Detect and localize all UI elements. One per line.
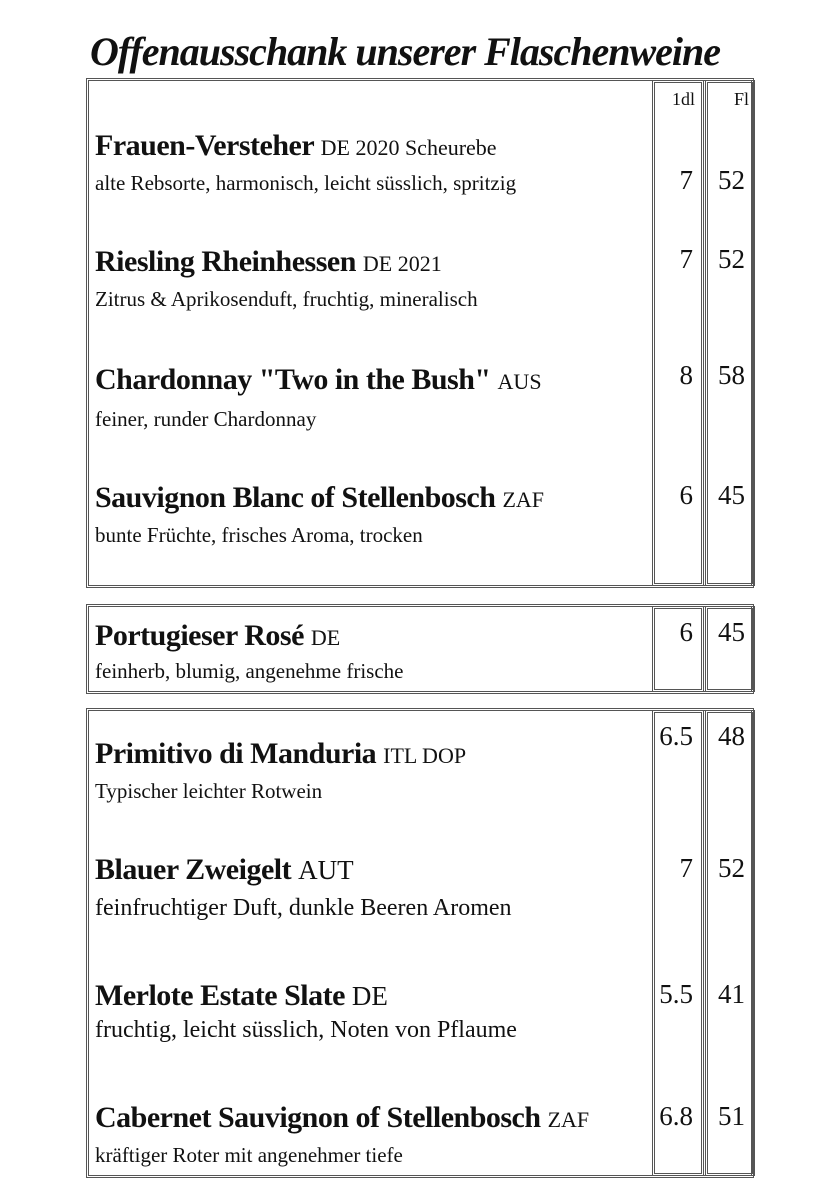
menu-title: Offenausschank unserer Flaschenweine: [90, 29, 721, 74]
glass-price: 6.8: [659, 1101, 693, 1131]
glass-column-header: 1dl: [672, 89, 696, 109]
wine-origin: ZAF: [547, 1107, 590, 1132]
bottle-price: 51: [718, 1101, 745, 1131]
wine-origin: DE 2021: [362, 251, 442, 276]
bottle-price: 41: [718, 979, 745, 1009]
wine-origin: AUT: [298, 855, 354, 885]
wine-description: feinherb, blumig, angenehme frische: [95, 659, 404, 683]
wine-name: Sauvignon Blanc of Stellenbosch ZAF: [95, 481, 544, 514]
glass-price-column: [652, 606, 704, 692]
wine-origin: ITL DOP: [383, 743, 467, 768]
bottle-price: 58: [718, 360, 745, 390]
bottle-column-header: Fl: [734, 89, 750, 109]
bottle-price: 48: [718, 721, 745, 751]
wine-description: alte Rebsorte, harmonisch, leicht süsslich, spritzig: [95, 171, 517, 195]
wine-description: Typischer leichter Rotwein: [95, 779, 323, 803]
wine-name: Riesling Rheinhessen DE 2021: [95, 245, 442, 278]
bottle-price: 52: [718, 165, 745, 195]
glass-price: 6.5: [659, 721, 693, 751]
glass-price: 6: [679, 480, 693, 510]
wine-description: feiner, runder Chardonnay: [95, 407, 317, 431]
wine-description: fruchtig, leicht süsslich, Noten von Pflaume: [95, 1017, 517, 1043]
wine-name: Chardonnay "Two in the Bush" AUS: [95, 363, 542, 396]
white-wine-section: [86, 78, 754, 588]
wine-name: Merlote Estate Slate DE: [95, 979, 388, 1012]
wine-name: Frauen-Versteher DE 2020 Scheurebe: [95, 129, 497, 162]
wine-description: Zitrus & Aprikosenduft, fruchtig, mineralisch: [95, 287, 478, 311]
glass-price: 7: [679, 244, 693, 274]
bottle-price: 52: [718, 853, 745, 883]
glass-price: 7: [679, 853, 693, 883]
wine-name: Primitivo di Manduria ITL DOP: [95, 737, 467, 770]
wine-description: feinfruchtiger Duft, dunkle Beeren Aromen: [95, 895, 512, 921]
wine-description: bunte Früchte, frisches Aroma, trocken: [95, 523, 423, 547]
red-wine-section: [86, 708, 754, 1178]
glass-price: 7: [679, 165, 693, 195]
wine-origin: DE: [351, 981, 388, 1011]
wine-origin: DE 2020 Scheurebe: [320, 135, 497, 160]
bottle-price: 45: [718, 480, 745, 510]
wine-origin: ZAF: [502, 487, 544, 512]
wine-name: Portugieser Rosé DE: [95, 619, 341, 652]
wine-name: Blauer Zweigelt AUT: [95, 853, 354, 886]
wine-origin: AUS: [497, 369, 542, 394]
wine-origin: DE: [310, 625, 341, 650]
glass-price: 6: [679, 617, 693, 647]
rose-wine-section: [86, 604, 754, 694]
glass-price-column: [652, 80, 704, 586]
glass-price: 8: [679, 360, 693, 390]
wine-name: Cabernet Sauvignon of Stellenbosch ZAF: [95, 1101, 590, 1134]
glass-price: 5.5: [659, 979, 693, 1009]
bottle-price: 45: [718, 617, 745, 647]
bottle-price: 52: [718, 244, 745, 274]
wine-description: kräftiger Roter mit angenehmer tiefe: [95, 1143, 403, 1167]
